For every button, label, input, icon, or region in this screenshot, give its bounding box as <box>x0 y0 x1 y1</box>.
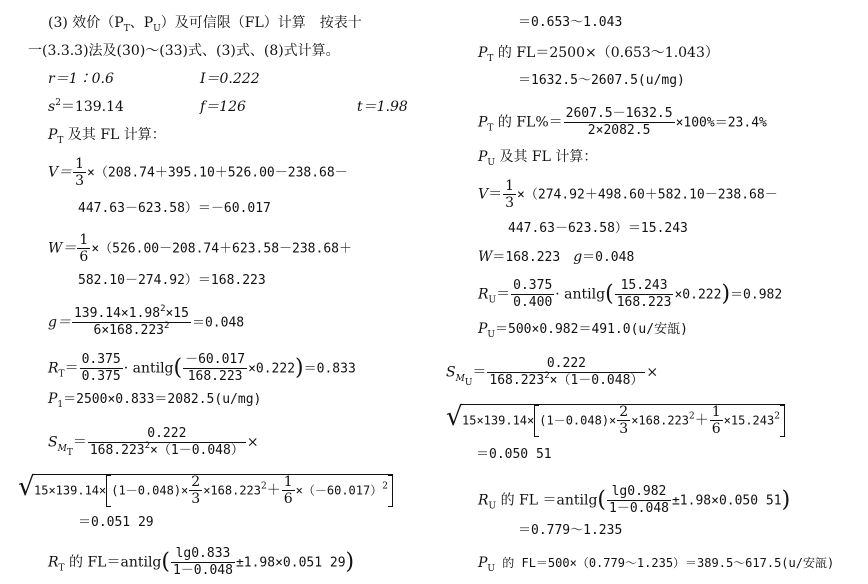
Rt-equation: $R_T=$ $\frac{0.375}{0.375}$ · antilg( $\frac{-60.017}{168.223}$ ×0.222)＝0.833 <box>48 352 356 384</box>
P1-equation: $P_1=2500\times 0.833=2082.5(u/mg)$ <box>48 391 262 410</box>
Wu-g-line: W＝168.223 g＝0.048 <box>478 249 635 265</box>
param-s2: $s^2=139.14$ <box>48 98 124 115</box>
V-equation-line-2: 447.63－623.58）＝－60.017 <box>78 201 271 216</box>
Smt-result: ＝0.051 29 <box>78 515 154 530</box>
g-fraction: $\frac{139.14\times 1.98^2\times 15}{6\times 168.223^2}$ <box>73 304 189 338</box>
PtFL-percent-equation: $P_T$ 的 FL%＝ $\frac{2607.5-1632.5}{2\times 2082.5}$ ×100%＝23.4% <box>478 106 767 138</box>
sqrt-fraction-2: $\frac{1}{6}$ <box>283 474 293 507</box>
param-r: r＝1∶0.6 <box>48 71 114 87</box>
RtFL-equation: $R_T$ 的 FL＝antilg( $\frac{\lg 0.833}{1-0.048}$ ±1.98×0.051 29) <box>48 546 355 578</box>
param-t: t＝1.98 <box>357 99 408 115</box>
PtFL-result: ＝1632.5～2607.5(u/mg) <box>518 73 685 88</box>
Smu-result: ＝0.050 51 <box>476 447 552 462</box>
Vu-equation-line-1: V＝ $\frac{1}{3}$ ×（274.92＋498.60＋582.10－238.68－ <box>478 178 778 211</box>
Smu-sqrt-line <box>446 404 785 437</box>
Rt-fraction-2: $\frac{-60.017}{168.223}$ <box>185 352 246 384</box>
V-fraction: $\frac{1}{3}$ <box>75 156 85 189</box>
PuFL-equation: $P_U$ 的 FL＝500×（0.779～1.235）＝389.5～617.5(u/安瓿) <box>478 555 835 574</box>
Smt-fraction: $\frac{0.222}{168.223^2\times(1-0.048)}$ <box>89 426 244 458</box>
V-equation-line-1: V＝ $\frac{1}{3}$ ×（208.74＋395.10＋526.00－238.68－ <box>48 156 348 189</box>
pu-section-title: $P_U$ 及其 FL 计算： <box>478 149 598 168</box>
Smu-fraction: $\frac{0.222}{168.223^2\times(1-0.048)}$ <box>489 356 644 388</box>
heading-line-2: 一(3.3.3)法及(30)～(33)式、(3)式、(8)式计算。 <box>28 43 340 59</box>
Vu-equation-line-2: 447.63－623.58）＝15.243 <box>508 221 688 236</box>
sqrt-fraction-1: $\frac{2}{3}$ <box>191 474 201 507</box>
RuFL-result: ＝0.779～1.235 <box>518 523 623 538</box>
sqrt-symbol: √ 15×139.14× (1－0.048)× $\frac{2}{3}$ $\times 168.223^2+$ $\frac{1}{6}$ $\times(-60.017)^2$ <box>18 474 393 507</box>
param-f: f＝126 <box>200 99 246 115</box>
Smt-sqrt-line <box>18 474 393 507</box>
PtFL-percent-fraction: $\frac{2607.5-1632.5}{2\times 2082.5}$ <box>565 106 673 138</box>
right-result-1: ＝0.653～1.043 <box>518 15 623 30</box>
RuFL-equation: $R_U$ 的 FL ＝antilg( $\frac{\lg 0.982}{1-0.048}$ ±1.98×0.050 51) <box>478 484 791 516</box>
RtFL-fraction: $\frac{\lg 0.833}{1-0.048}$ <box>172 546 233 578</box>
pt-section-title: $P_T$ 及其 FL 计算： <box>48 127 166 146</box>
sqrt-fraction-1: $\frac{2}{3}$ <box>619 404 629 437</box>
g-equation: g＝ $\frac{139.14\times 1.98^2\times 15}{6\times 168.223^2}$ ＝0.048 <box>48 304 245 338</box>
sqrt-symbol: √ 15×139.14× (1－0.048)× $\frac{2}{3}$ $\times 168.223^2+$ $\frac{1}{6}$ $\times 15.243^2$ <box>446 404 785 437</box>
Smt-equation: $S_{M_T}=$ $\frac{0.222}{168.223^2\times(1-0.048)}$ × <box>48 426 259 458</box>
PtFL-equation: $P_T$ 的 FL＝2500×（0.653～1.043） <box>478 45 719 64</box>
Smu-equation: $S_{M_U}=$ $\frac{0.222}{168.223^2\times(1-0.048)}$ × <box>446 356 659 388</box>
param-I: I＝0.222 <box>200 71 260 87</box>
Ru-equation: $R_U=$ $\frac{0.375}{0.400}$ · antilg( $\frac{15.243}{168.223}$ ×0.222)＝0.982 <box>478 278 783 310</box>
Ru-fraction-2: $\frac{15.243}{168.223}$ <box>616 278 672 310</box>
Ru-fraction-1: $\frac{0.375}{0.400}$ <box>513 278 553 310</box>
RuFL-fraction: $\frac{\lg 0.982}{1-0.048}$ <box>609 484 669 516</box>
heading-line-1: (3) 效价（$P_T$、$P_U$）及可信限（FL）计算 按表十 <box>48 15 362 34</box>
W-equation-line-1: W＝ $\frac{1}{6}$ ×（526.00－208.74＋623.58－238.68＋ <box>48 232 352 265</box>
Vu-fraction: $\frac{1}{3}$ <box>505 178 515 211</box>
W-fraction: $\frac{1}{6}$ <box>79 232 89 265</box>
W-equation-line-2: 582.10－274.92）＝168.223 <box>78 273 266 288</box>
Rt-fraction-1: $\frac{0.375}{0.375}$ <box>81 352 121 384</box>
sqrt-fraction-2: $\frac{1}{6}$ <box>711 404 721 437</box>
Pu-equation: $P_U=500\times 0.982=491.0(u/$安瓿) <box>478 321 688 340</box>
